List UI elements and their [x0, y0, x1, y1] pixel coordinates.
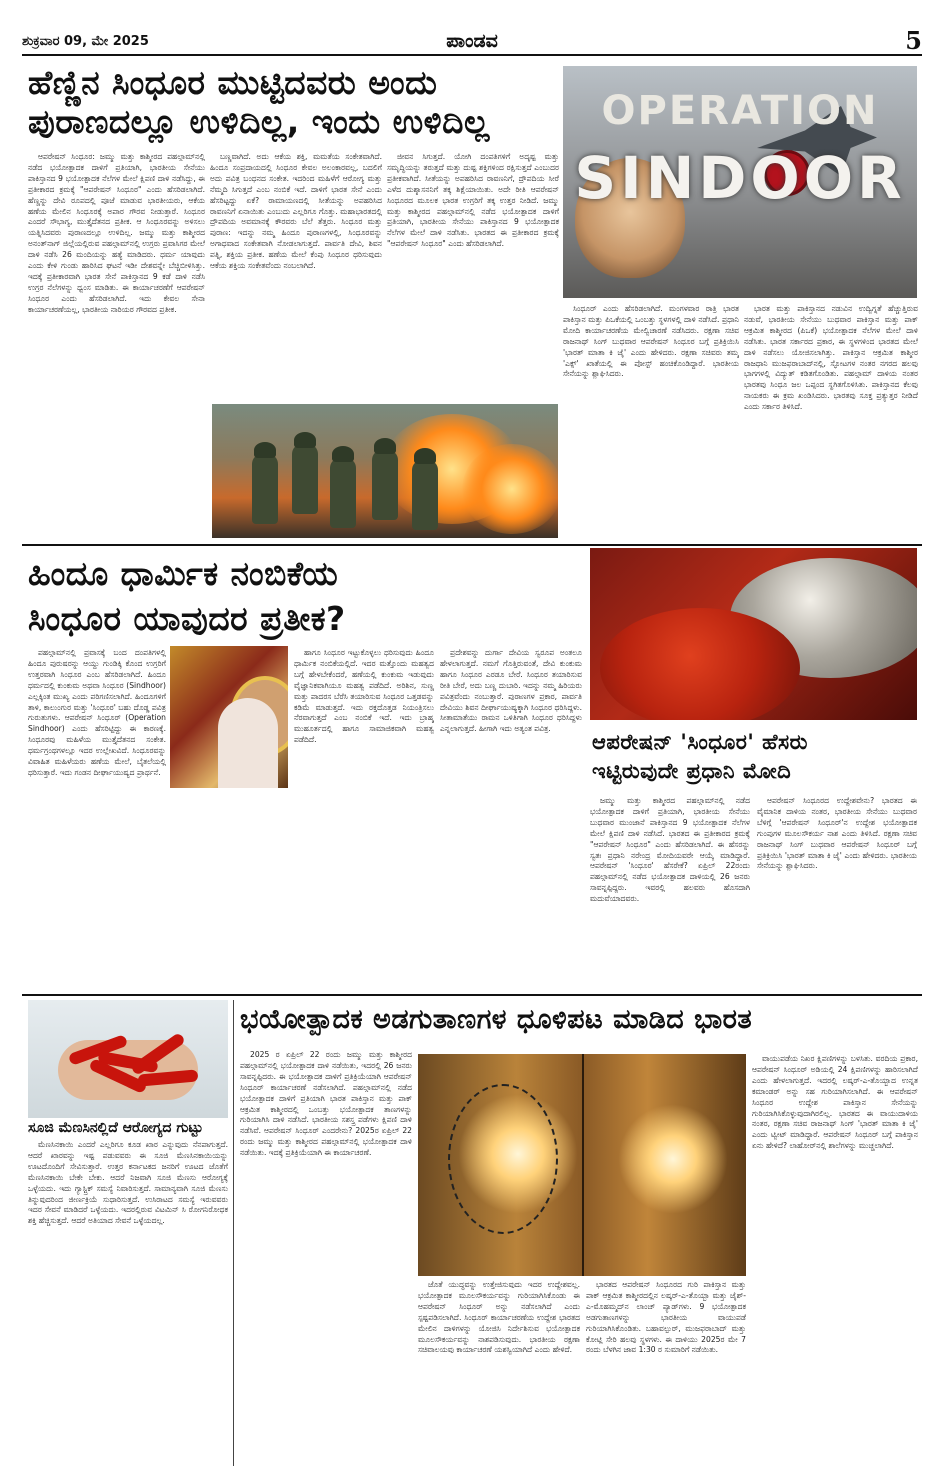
story3-column-1: ಜಮ್ಮು ಮತ್ತು ಕಾಶ್ಮೀರದ ಪಹಲ್ಗಾಮ್‌ನಲ್ಲಿ ನಡೆದ ಭಯೋತ್ಪಾದಕ ದಾಳಿಗೆ ಪ್ರತಿಯಾಗಿ, ಭಾರತೀಯ ಸೇನೆಯು ಬುಧವಾರ ಮುಂಜಾನೆ ಪಾಕಿಸ್ತಾನದ 9 ಭಯೋತ್ಪಾದಕ ನೆಲೆಗಳ ಮೇಲೆ ಕ್ಷಿಪಣಿ ದಾಳಿ ನಡೆಸಿದೆ. ಭಾರತದ ಈ ಪ್ರತೀಕಾರದ ಕ್ರಮಕ್ಕೆ "ಆಪರೇಷನ್ ಸಿಂಧೂರ" ಎಂದು ಹೆಸರಿಡಲಾಗಿದೆ. ಈ ಹೆಸರನ್ನು ಸ್ವತಃ ಪ್ರಧಾನಿ ನರೇಂದ್ರ ಮೋದಿಯವರೇ ಆಯ್ಕೆ ಮಾಡಿದ್ದಾರೆ. ಆಪರೇಷನ್ 'ಸಿಂಧೂರ' ಹೆಸರೇಕೆ? ಏಪ್ರಿಲ್ 22ರಂದು ಪಹಲ್ಗಾಮ್‌ನಲ್ಲಿ ನಡೆದ ಭಯೋತ್ಪಾದಕ ದಾಳಿಯಲ್ಲಿ 26 ಜನರು ಸಾವನ್ನಪ್ಪಿದ್ದರು. ಇವರಲ್ಲಿ ಹಲವರು ಹೊಸದಾಗಿ ಮದುವೆಯಾದವರು.: [590, 796, 750, 904]
masthead: [22, 26, 922, 56]
sindoor-powder-photo: [590, 548, 917, 720]
story1-column-3: ಜೀವನ ಸಿಗುತ್ತದೆ. ಯೋಗಿ ದಂಪತಿಗಳಿಗೆ ಅದೃಷ್ಟ ಮತ್ತು ಸಮೃದ್ಧಿಯನ್ನು ತರುತ್ತದೆ ಮತ್ತು ದುಷ್ಟ ಶಕ್ತಿಗಳಿಂದ ರಕ್ಷಿಸುತ್ತದೆ ಎಂಬುದರ ಪ್ರತೀಕವಾಗಿದೆ. ಸೀತೆಯನ್ನು ಅಪಹರಿಸಿದ ರಾವಣನಿಗೆ, ದ್ರೌಪದಿಯ ಸೀರೆ ಎಳೆದ ದುಶ್ಶಾಸನನಿಗೆ ತಕ್ಕ ಶಿಕ್ಷೆಯಾಯಿತು. ಅದೇ ರೀತಿ ಆಪರೇಷನ್ ಸಿಂಧೂರದ ಮೂಲಕ ಭಾರತ ಉಗ್ರರಿಗೆ ತಕ್ಕ ಉತ್ತರ ನೀಡಿದೆ. ಜಮ್ಮು ಮತ್ತು ಕಾಶ್ಮೀರದ ಪಹಲ್ಗಾಮ್‌ನಲ್ಲಿ ನಡೆದ ಭಯೋತ್ಪಾದಕ ದಾಳಿಗೆ ಪ್ರತಿಯಾಗಿ, ಭಾರತೀಯ ಸೇನೆಯು ಪಾಕಿಸ್ತಾನದ 9 ಭಯೋತ್ಪಾದಕ ನೆಲೆಗಳ ಮೇಲೆ ದಾಳಿ ನಡೆಸಿತು. ಭಾರತದ ಈ ಪ್ರತೀಕಾರದ ಕ್ರಮಕ್ಕೆ "ಆಪರೇಷನ್ ಸಿಂಧೂರ" ಎಂದು ಹೆಸರಿಡಲಾಗಿದೆ.: [387, 152, 559, 249]
page-number: 5: [905, 26, 922, 55]
hand-illustration: [58, 1040, 198, 1100]
woman-figure: [218, 698, 278, 788]
story4-column-1: ಮೆಣಸಿನಕಾಯಿ ಎಂದರೆ ಎಲ್ಲರಿಗೂ ಕೂಡ ಖಾರ ಎನ್ನುವುದು ನೆನಪಾಗುತ್ತದೆ. ಆದರೆ ಖಾರವನ್ನು ಇಷ್ಟ ಪಡುವವರು ಈ ಸೂಜಿ ಮೆಣಸಿನಕಾಯಿಯನ್ನು ಊಟದೊಂದಿಗೆ ಸೇವಿಸುತ್ತಾರೆ. ಉತ್ತರ ಕರ್ನಾಟಕದ ಜನರಿಗೆ ಊಟದ ಜೊತೆಗೆ ಮೆಣಸಿನಕಾಯಿ ಬೇಕೇ ಬೇಕು. ಆದರೆ ನಿಜವಾಗಿ ಸೂಜಿ ಮೆಣಸು ಆರೋಗ್ಯಕ್ಕೆ ಒಳ್ಳೆಯದು. ಇದು ಗ್ಯಾಸ್ಟ್ರಿಕ್ ಸಮಸ್ಯೆ ನಿವಾರಿಸುತ್ತದೆ. ಸಾಮಾನ್ಯವಾಗಿ ಸೂಜಿ ಮೆಣಸು ತಿನ್ನುವುದರಿಂದ ಜೀರ್ಣಕ್ರಿಯೆ ಸುಧಾರಿಸುತ್ತದೆ. ಉಸಿರಾಟದ ಸಮಸ್ಯೆ ಇರುವವರು ಇದರ ಸೇವನೆ ಮಾಡಿದರೆ ಒಳ್ಳೆಯದು. ಇದರಲ್ಲಿರುವ ವಿಟಮಿನ್ ಸಿ ರೋಗನಿರೋಧಕ ಶಕ್ತಿ ಹೆಚ್ಚಿಸುತ್ತದೆ. ಆದರೆ ಅತಿಯಾದ ಸೇವನೆ ಒಳ್ಳೆಯದಲ್ಲ.: [28, 1140, 228, 1226]
story2-column-2: ಹಾಗೂ ಸಿಂಧೂರ ಇಟ್ಟುಕೊಳ್ಳಲು ಧರಿಸುವುದು ಹಿಂದೂ ಧಾರ್ಮಿಕ ನಂಬಿಕೆಯಲ್ಲಿದೆ. ಇದರ ಮತ್ತೊಂದು ಮಹತ್ವದ ಬಗ್ಗೆ ಹೇಳಬೇಕೆಂದರೆ, ಹಣೆಯಲ್ಲಿ ಕುಂಕುಮ ಇಡುವುದು ವೈಜ್ಞಾನಿಕವಾಗಿಯೂ ಮಹತ್ವ ಪಡೆದಿದೆ. ಅರಿಶಿನ, ಸುಣ್ಣ ಮತ್ತು ಪಾದರಸ ಬೆರೆಸಿ ತಯಾರಿಸುವ ಸಿಂಧೂರ ಒತ್ತಡವನ್ನು ಕಡಿಮೆ ಮಾಡುತ್ತದೆ. ಇದು ರಕ್ತದೊತ್ತಡ ನಿಯಂತ್ರಿಸಲು ನೆರವಾಗುತ್ತದೆ ಎಂಬ ನಂಬಿಕೆ ಇದೆ. ಇದು ಬ್ರಾಹ್ಮ ಮುಹೂರ್ತದಲ್ಲಿ ಹಾಗೂ ಸಾಮಾಜಿಕವಾಗಿ ಮಹತ್ವ ಪಡೆದಿದೆ.: [294, 648, 434, 745]
story2-headline-line1: ಹಿಂದೂ ಧಾರ್ಮಿಕ ನಂಬಿಕೆಯ: [28, 554, 339, 593]
soldiers-photo: [212, 404, 558, 538]
story1-headline-line1: ಹೆಣ್ಣಿನ ಸಿಂಧೂರ ಮುಟ್ಟಿದವರು ಅಂದು: [28, 63, 438, 102]
soldier-figure: [330, 458, 356, 528]
story5-column-1: 2025 ರ ಏಪ್ರಿಲ್ 22 ರಂದು ಜಮ್ಮು ಮತ್ತು ಕಾಶ್ಮೀರದ ಪಹಲ್ಗಾಮ್‌ನಲ್ಲಿ ಭಯೋತ್ಪಾದಕ ದಾಳಿ ನಡೆಯಿತು, ಇದರಲ್ಲಿ 26 ಜನರು ಸಾವನ್ನಪ್ಪಿದರು. ಈ ಭಯೋತ್ಪಾದಕ ದಾಳಿಗೆ ಪ್ರತಿಕ್ರಿಯೆಯಾಗಿ ಆಪರೇಷನ್ ಸಿಂಧೂರ್ ಕಾರ್ಯಾಚರಣೆ ನಡೆಸಲಾಗಿದೆ. ಪಹಲ್ಗಾಮ್‌ನಲ್ಲಿ ನಡೆದ ಭಯೋತ್ಪಾದಕ ದಾಳಿಗೆ ಪ್ರತಿಯಾಗಿ ಭಾರತ ಪಾಕಿಸ್ತಾನ ಮತ್ತು ಪಾಕ್ ಆಕ್ರಮಿತ ಕಾಶ್ಮೀರದಲ್ಲಿ ಒಂಬತ್ತು ಭಯೋತ್ಪಾದಕ ತಾಣಗಳನ್ನು ಗುರಿಯಾಗಿಸಿ ದಾಳಿ ನಡೆಸಿದೆ. ಭಾರತೀಯ ಸಶಸ್ತ್ರ ಪಡೆಗಳು ಕ್ಷಿಪಣಿ ದಾಳಿ ನಡೆಸಿವೆ. ಆಪರೇಷನ್ ಸಿಂಧೂರ್ ಎಂದರೇನು? 2025ರ ಏಪ್ರಿಲ್ 22 ರಂದು ಜಮ್ಮು ಮತ್ತು ಕಾಶ್ಮೀರದ ಪಹಲ್ಗಾಮ್‌ನಲ್ಲಿ ಭಯೋತ್ಪಾದಕ ದಾಳಿ ನಡೆಯಿತು. ಇದಕ್ಕೆ ಪ್ರತಿಕ್ರಿಯೆಯಾಗಿ ಈ ಕಾರ್ಯಾಚರಣೆ.: [240, 1050, 412, 1158]
story5-headline: ಭಯೋತ್ಪಾದಕ ಅಡಗುತಾಣಗಳ ಧೂಳಿಪಟ ಮಾಡಿದ ಭಾರತ: [240, 1004, 753, 1035]
story4-headline: ಸೂಜಿ ಮೆಣಸಿನಲ್ಲಿದೆ ಆರೋಗ್ಯದ ಗುಟ್ಟು: [28, 1120, 203, 1136]
soldier-figure: [292, 444, 318, 514]
story1-column-2: ಬಣ್ಣವಾಗಿದೆ. ಅದು ಆಕೆಯ ಶಕ್ತಿ, ಮಮತೆಯ ಸಂಕೇತವಾಗಿದೆ. ಹಿಂದೂ ಸಂಪ್ರದಾಯದಲ್ಲಿ ಸಿಂಧೂರ ಕೇವಲ ಅಲಂಕಾರವಲ್ಲ, ಬದಲಿಗೆ ಅದು ಪವಿತ್ರ ಬಂಧನದ ಸಂಕೇತ. ಇದರಿಂದ ಮಹಿಳೆಗೆ ಆರೋಗ್ಯ ಮತ್ತು ನೆಮ್ಮದಿ ಸಿಗುತ್ತದೆ ಎಂಬ ನಂಬಿಕೆ ಇದೆ. ದಾಳಿಗೆ ಭಾರತ ಸೇನೆ ಎಂದು ಹೆಸರಿಟ್ಟದ್ದು ಏಕೆ? ರಾಮಾಯಣದಲ್ಲಿ ಸೀತೆಯನ್ನು ಅಪಹರಿಸಿದ ರಾವಣನಿಗೆ ಏನಾಯಿತು ಎಂಬುದು ಎಲ್ಲರಿಗೂ ಗೊತ್ತು. ಮಹಾಭಾರತದಲ್ಲಿ ದ್ರೌಪದಿಯ ಅವಮಾನಕ್ಕೆ ಕೌರವರು ಬೆಲೆ ತೆತ್ತರು. ಸಿಂಧೂರ ಮತ್ತು ಪುರಾಣ: ಇದನ್ನು ನಮ್ಮ ಹಿಂದೂ ಪುರಾಣಗಳಲ್ಲಿ, ಸಿಂಧೂರವನ್ನು ಅಗಾಧವಾದ ಸಂಕೇತವಾಗಿ ನೋಡಲಾಗುತ್ತದೆ. ಪಾರ್ವತಿ ದೇವಿ, ಶಿವನ ಪತ್ನಿ, ಶಕ್ತಿಯ ಪ್ರತೀಕ. ಹಣೆಯ ಮೇಲೆ ಕೆಂಪು ಸಿಂಧೂರ ಧರಿಸುವುದು ಆಕೆಯ ಶಕ್ತಿಯ ಸಂಕೇತವೆಂದು ನಂಬಲಾಗಿದೆ.: [210, 152, 382, 271]
story5-column-3: ಭಾರತದ ಆಪರೇಷನ್ ಸಿಂಧೂರದ ಗುರಿ ಪಾಕಿಸ್ತಾನ ಮತ್ತು ಪಾಕ್ ಆಕ್ರಮಿತ ಕಾಶ್ಮೀರದಲ್ಲಿನ ಲಷ್ಕರ್-ಎ-ತೊಯ್ಬಾ ಮತ್ತು ಜೈಶ್-ಎ-ಮೊಹಮ್ಮದ್‌ನ ಲಾಂಚ್ ಪ್ಯಾಡ್‌ಗಳು. 9 ಭಯೋತ್ಪಾದಕ ಅಡಗುತಾಣಗಳನ್ನು ಭಾರತೀಯ ವಾಯುಪಡೆ ಗುರಿಯಾಗಿಸಿಕೊಂಡಿತು. ಬಹಾವಲ್ಪುರ್, ಮುಜಫರಾಬಾದ್ ಮತ್ತು ಕೋಟ್ಲಿ ಸೇರಿ ಹಲವು ಸ್ಥಳಗಳು. ಈ ದಾಳಿಯು 2025ರ ಮೇ 7 ರಂದು ಬೆಳಗಿನ ಜಾವ 1:30 ರ ಸುಮಾರಿಗೆ ನಡೆಯಿತು.: [586, 1280, 746, 1355]
operation-sindoor-image: [563, 66, 917, 298]
paper-name: ಪಾಂಡವ: [446, 30, 498, 52]
target-circle-icon: [448, 1084, 558, 1234]
operation-label: OPERATION: [601, 88, 879, 134]
story2-column-1: ಪಹಲ್ಗಾಮ್‌ನಲ್ಲಿ ಪ್ರವಾಸಕ್ಕೆ ಬಂದ ದಂಪತಿಗಳಲ್ಲಿ ಹಿಂದೂ ಪುರುಷರನ್ನು ಆಯ್ದು ಗುಂಡಿಕ್ಕಿ ಕೊಂದ ಉಗ್ರರಿಗೆ ಉತ್ತರವಾಗಿ ಸಿಂಧೂರ ಎಂಬ ಹೆಸರಿಡಲಾಗಿದೆ. ಹಿಂದೂ ಧರ್ಮದಲ್ಲಿ ಕುಂಕುಮ ಅಥವಾ ಸಿಂಧೂರ (Sindhoor) ಎಲ್ಲಕ್ಕಿಂತ ಮುಖ್ಯ ಎಂದು ಪರಿಗಣಿಸಲಾಗಿದೆ. ಹಿಂದೂಗಳಿಗೆ ತಾಳಿ, ಕಾಲುಂಗುರ ಮತ್ತು 'ಸಿಂಧೂರ' ಬಹು ದೊಡ್ಡ ಪವಿತ್ರ ಗುರುತುಗಳು. ಆಪರೇಷನ್ ಸಿಂಧೂರ್ (Operation Sindhoor) ಎಂದು ಹೆಸರಿಟ್ಟಿದ್ದು ಈ ಕಾರಣಕ್ಕೆ. ಸಿಂಧೂರವು ಮಹಿಳೆಯ ಮುತ್ತೈದೆತನದ ಸಂಕೇತ. ಧರ್ಮಗ್ರಂಥಗಳಲ್ಲೂ ಇದರ ಉಲ್ಲೇಖವಿದೆ. ಸಿಂಧೂರವನ್ನು ವಿವಾಹಿತ ಮಹಿಳೆಯರು ಹಣೆಯ ಮೇಲೆ, ಬೈತಲೆಯಲ್ಲಿ ಧರಿಸುತ್ತಾರೆ. ಇದು ಗಂಡನ ದೀರ್ಘಾಯುಷ್ಯದ ಪ್ರಾರ್ಥನೆ.: [28, 648, 166, 777]
story2-column-3: ಪ್ರದೇಶವನ್ನು ದುರ್ಗಾ ದೇವಿಯ ಸ್ವರೂಪ ಅಂತಲೂ ಹೇಳಲಾಗುತ್ತದೆ. ನಮಗೆ ಗೊತ್ತಿರುವಂತೆ, ದೇವಿ ಕುಂಕುಮ ಹಾಗೂ ಸಿಂಧೂರ ಎರಡೂ ಬೇರೆ. ಸಿಂಧೂರ ತಯಾರಿಸುವ ರೀತಿ ಬೇರೆ, ಅದು ಬಣ್ಣ ದುಬಾರಿ. ಇದನ್ನು ನಮ್ಮ ಹಿರಿಯರು ಪವಿತ್ರವೆಂದು ನಂಬುತ್ತಾರೆ. ಪುರಾಣಗಳ ಪ್ರಕಾರ, ಪಾರ್ವತಿ ದೇವಿಯು ಶಿವನ ದೀರ್ಘಾಯುಷ್ಯಕ್ಕಾಗಿ ಸಿಂಧೂರ ಧರಿಸಿದ್ದಳು. ಸೀತಾಮಾತೆಯು ರಾಮನ ಒಳಿತಿಗಾಗಿ ಸಿಂಧೂರ ಧರಿಸಿದ್ದಳು ಎನ್ನಲಾಗುತ್ತದೆ. ಹೀಗಾಗಿ ಇದು ಅತ್ಯಂತ ಪವಿತ್ರ.: [440, 648, 582, 734]
soldier-figure: [372, 450, 398, 520]
explosion-photo: [418, 1054, 746, 1276]
deity-worship-photo: [170, 646, 288, 788]
story3-column-2: ಆಪರೇಷನ್ ಸಿಂಧೂರದ ಉದ್ದೇಶವೇನು? ಭಾರತದ ಈ ವೈಮಾನಿಕ ದಾಳಿಯ ನಂತರ, ಭಾರತೀಯ ಸೇನೆಯು ಬುಧವಾರ ಬೆಳಿಗ್ಗೆ 'ಆಪರೇಷನ್ ಸಿಂಧೂರ್'ನ ಉದ್ದೇಶ ಭಯೋತ್ಪಾದಕ ಗುಂಪುಗಳ ಮೂಲಸೌಕರ್ಯ ನಾಶ ಎಂದು ತಿಳಿಸಿದೆ. ರಕ್ಷಣಾ ಸಚಿವ ರಾಜನಾಥ್ ಸಿಂಗ್ ಬುಧವಾರ ಆಪರೇಷನ್ ಸಿಂಧೂರ್ ಬಗ್ಗೆ ಪ್ರತಿಕ್ರಿಯಿಸಿ 'ಭಾರತ್ ಮಾತಾ ಕಿ ಜೈ' ಎಂದು ಹೇಳಿದರು. ಭಾರತೀಯ ಸೇನೆಯನ್ನು ಶ್ಲಾಘಿಸಿದರು.: [757, 796, 917, 871]
story1-column-4: ಸಿಂಧೂರ್ ಎಂದು ಹೆಸರಿಡಲಾಗಿದೆ. ಮಂಗಳವಾರ ರಾತ್ರಿ ಭಾರತ ಪಾಕಿಸ್ತಾನ ಮತ್ತು ಪಿಒಕೆಯಲ್ಲಿ ಒಂಬತ್ತು ಸ್ಥಳಗಳಲ್ಲಿ ದಾಳಿ ನಡೆಸಿದೆ. ಪ್ರಧಾನಿ ಮೋದಿ ಕಾರ್ಯಾಚರಣೆಯ ಮೇಲ್ವಿಚಾರಣೆ ನಡೆಸಿದರು. ರಕ್ಷಣಾ ಸಚಿವ ರಾಜನಾಥ್ ಸಿಂಗ್ ಬುಧವಾರ ಆಪರೇಷನ್ ಸಿಂಧೂರ ಬಗ್ಗೆ ಪ್ರತಿಕ್ರಿಯಿಸಿ 'ಭಾರತ್ ಮಾತಾ ಕಿ ಜೈ' ಎಂದು ಹೇಳಿದರು. ರಕ್ಷಣಾ ಸಚಿವರು ತಮ್ಮ 'ಎಕ್ಸ್' ಖಾತೆಯಲ್ಲಿ ಈ ಪೋಸ್ಟ್ ಹಂಚಿಕೊಂಡಿದ್ದಾರೆ. ಭಾರತೀಯ ಸೇನೆಯನ್ನು ಶ್ಲಾಘಿಸಿದರು.: [563, 304, 739, 379]
story1-headline: [28, 64, 558, 142]
story5-column-4: ವಾಯುಪಡೆಯ ನಿಖರ ಕ್ಷಿಪಣಿಗಳನ್ನು ಬಳಸಿತು. ವರದಿಯ ಪ್ರಕಾರ, ಆಪರೇಷನ್ ಸಿಂಧೂರ್ ಅಡಿಯಲ್ಲಿ 24 ಕ್ಷಿಪಣಿಗಳನ್ನು ಹಾರಿಸಲಾಗಿದೆ ಎಂದು ಹೇಳಲಾಗುತ್ತದೆ. ಇದರಲ್ಲಿ ಲಷ್ಕರ್-ಎ-ತೊಯ್ಬಾದ ಉನ್ನತ ಕಮಾಂಡರ್ ಅನ್ನು ಸಹ ಗುರಿಯಾಗಿಸಲಾಗಿದೆ. ಈ ಆಪರೇಷನ್ ಸಿಂಧೂರ ಉದ್ದೇಶ ಪಾಕಿಸ್ತಾನ ಸೇನೆಯನ್ನು ಗುರಿಯಾಗಿಸಿಕೊಳ್ಳುವುದಾಗಿರಲಿಲ್ಲ. ಭಾರತದ ಈ ವಾಯುದಾಳಿಯ ನಂತರ, ರಕ್ಷಣಾ ಸಚಿವ ರಾಜನಾಥ್ ಸಿಂಗ್ 'ಭಾರತ್ ಮಾತಾ ಕಿ ಜೈ' ಎಂದು ಟ್ವೀಟ್ ಮಾಡಿದ್ದಾರೆ. ಆಪರೇಷನ್ ಸಿಂಧೂರ್ ಬಗ್ಗೆ ಪಾಕಿಸ್ತಾನ ಏನು ಹೇಳಿದೆ? ಲಾಹೋರ್‌ನಲ್ಲಿ ಶಾಲೆಗಳನ್ನು ಮುಚ್ಚಲಾಗಿದೆ.: [752, 1054, 918, 1151]
column-rule: [233, 1000, 234, 1466]
story2-headline-line2: ಸಿಂಧೂರ ಯಾವುದರ ಪ್ರತೀಕ?: [28, 598, 346, 638]
story1-headline-line2: ಪುರಾಣದಲ್ಲೂ ಉಳಿದಿಲ್ಲ, ಇಂದು ಉಳಿದಿಲ್ಲ: [28, 101, 490, 141]
sindoor-label: SINDOOR: [574, 144, 906, 212]
section-divider: [22, 544, 922, 546]
story3-headline-line1: ಆಪರೇಷನ್ 'ಸಿಂಧೂರ' ಹೆಸರು: [592, 730, 808, 754]
soldier-figure: [412, 460, 438, 530]
issue-date: ಶುಕ್ರವಾರ 09, ಮೇ 2025: [22, 34, 149, 49]
story2-headline: [28, 552, 583, 641]
chilli-photo: [28, 1000, 228, 1118]
story3-headline-line2: ಇಟ್ಟಿರುವುದೇ ಪ್ರಧಾನಿ ಮೋದಿ: [592, 759, 792, 784]
section-divider: [22, 994, 922, 996]
explosion-glow: [618, 1104, 728, 1214]
story1-column-5: ಭಾರತ ಮತ್ತು ಪಾಕಿಸ್ತಾನದ ನಡುವಿನ ಉದ್ವಿಗ್ನತೆ ಹೆಚ್ಚುತ್ತಿರುವ ನಡುವೆ, ಭಾರತೀಯ ಸೇನೆಯು ಬುಧವಾರ ಪಾಕಿಸ್ತಾನ ಮತ್ತು ಪಾಕ್ ಆಕ್ರಮಿತ ಕಾಶ್ಮೀರದ (ಪಿಒಕೆ) ಭಯೋತ್ಪಾದಕ ನೆಲೆಗಳ ಮೇಲೆ ದಾಳಿ ನಡೆಸಿತು. ಭಾರತ ಸರ್ಕಾರದ ಪ್ರಕಾರ, ಈ ಸ್ಥಳಗಳಿಂದ ಭಾರತದ ಮೇಲೆ ದಾಳಿ ನಡೆಸಲು ಯೋಜಿಸಲಾಗಿತ್ತು. ಪಾಕಿಸ್ತಾನ ಆಕ್ರಮಿತ ಕಾಶ್ಮೀರ ರಾಜಧಾನಿ ಮುಜಫರಾಬಾದ್‌ನಲ್ಲಿ, ಸ್ಫೋಟಗಳ ನಂತರ ನಗರದ ಹಲವು ಭಾಗಗಳಲ್ಲಿ ವಿದ್ಯುತ್ ಕಡಿತಗೊಂಡಿತು. ಪಹಲ್ಗಾಮ್ ದಾಳಿಯ ನಂತರ ಭಾರತವು ಸಿಂಧೂ ಜಲ ಒಪ್ಪಂದ ಸ್ಥಗಿತಗೊಳಿಸಿತು. ಪಾಕಿಸ್ತಾನದ ಕೆಲವು ನಾಯಕರು ಈ ಕ್ರಮ ಖಂಡಿಸಿದರು. ಭಾರತವು ಸೂಕ್ತ ಪ್ರತ್ಯುತ್ತರ ನೀಡಿದೆ ಎಂದು ಸರ್ಕಾರ ತಿಳಿಸಿದೆ.: [744, 304, 918, 412]
story5-column-2: ಜೊತೆ ಯುದ್ಧವನ್ನು ಉತ್ತೇಜಿಸುವುದು ಇದರ ಉದ್ದೇಶವಲ್ಲ. ಭಯೋತ್ಪಾದಕ ಮೂಲಸೌಕರ್ಯವನ್ನು ಗುರಿಯಾಗಿಸಿಕೊಂಡು ಈ ಆಪರೇಷನ್ ಸಿಂಧೂರ್ ಅನ್ನು ನಡೆಸಲಾಗಿದೆ ಎಂದು ಸ್ಪಷ್ಟಪಡಿಸಲಾಗಿದೆ. ಸಿಂಧೂರ್ ಕಾರ್ಯಾಚರಣೆಯ ಉದ್ದೇಶ ಭಾರತದ ಮೇಲಿನ ದಾಳಿಗಳನ್ನು ಯೋಜಿಸಿ ನಿರ್ದೇಶಿಸುವ ಭಯೋತ್ಪಾದಕ ಮೂಲಸೌಕರ್ಯವನ್ನು ನಾಶಪಡಿಸುವುದು. ಭಾರತೀಯ ರಕ್ಷಣಾ ಸಚಿವಾಲಯವು ಕಾರ್ಯಾಚರಣೆ ಯಶಸ್ವಿಯಾಗಿದೆ ಎಂದು ಹೇಳಿದೆ.: [418, 1280, 580, 1355]
soldier-figure: [252, 454, 278, 524]
sindoor-powder-illustration: [600, 608, 800, 720]
story3-headline: [592, 728, 917, 787]
story1-column-1: ಆಪರೇಷನ್ ಸಿಂಧೂರ: ಜಮ್ಮು ಮತ್ತು ಕಾಶ್ಮೀರದ ಪಹಲ್ಗಾಮ್‌ನಲ್ಲಿ ನಡೆದ ಭಯೋತ್ಪಾದಕ ದಾಳಿಗೆ ಪ್ರತಿಯಾಗಿ, ಭಾರತೀಯ ಸೇನೆಯು ಪಾಕಿಸ್ತಾನದ 9 ಭಯೋತ್ಪಾದಕ ನೆಲೆಗಳ ಮೇಲೆ ಕ್ಷಿಪಣಿ ದಾಳಿ ನಡೆಸಿದ್ದು, ಈ ಪ್ರತೀಕಾರದ ಕ್ರಮಕ್ಕೆ "ಆಪರೇಷನ್ ಸಿಂಧೂರ" ಎಂದು ಹೆಸರಿಡಲಾಗಿದೆ. ಹೆಣ್ಣನ್ನು ದೇವಿ ರೂಪದಲ್ಲಿ ಪೂಜೆ ಮಾಡುವ ಭಾರತೀಯರು, ಆಕೆಯ ಹಣೆಯ ಮೇಲಿನ ಸಿಂಧೂರಕ್ಕೆ ಅಪಾರ ಗೌರವ ನೀಡುತ್ತಾರೆ. ಸಿಂಧೂರ ಎಂದರೆ ಸೌಭಾಗ್ಯ, ಮುತ್ತೈದೆತನದ ಪ್ರತೀಕ. ಆ ಸಿಂಧೂರವನ್ನು ಅಳಿಸಲು ಯತ್ನಿಸಿದವರು ಪುರಾಣದಲ್ಲೂ ಉಳಿದಿಲ್ಲ. ಜಮ್ಮು ಮತ್ತು ಕಾಶ್ಮೀರದ ಅನಂತ್‌ನಾಗ್ ಜಿಲ್ಲೆಯಲ್ಲಿರುವ ಪಹಲ್ಗಾಮ್‌ನಲ್ಲಿ ಉಗ್ರರು ಪ್ರವಾಸಿಗರ ಮೇಲೆ ದಾಳಿ ನಡೆಸಿ 26 ಮಂದಿಯನ್ನು ಹತ್ಯೆ ಮಾಡಿದರು. ಧರ್ಮ ಯಾವುದು ಎಂದು ಕೇಳಿ ಗುಂಡು ಹಾರಿಸಿದ ಘಟನೆ ಇಡೀ ದೇಶವನ್ನೇ ಬೆಚ್ಚಿಬೀಳಿಸಿತ್ತು. ಇದಕ್ಕೆ ಪ್ರತೀಕಾರವಾಗಿ ಭಾರತ ಸೇನೆ ಪಾಕಿಸ್ತಾನದ 9 ಕಡೆ ದಾಳಿ ನಡೆಸಿ ಉಗ್ರರ ನೆಲೆಗಳನ್ನು ಧ್ವಂಸ ಮಾಡಿತು. ಈ ಕಾರ್ಯಾಚರಣೆಗೆ ಆಪರೇಷನ್ ಸಿಂಧೂರ ಎಂದು ಹೆಸರಿಡಲಾಗಿದೆ. ಇದು ಕೇವಲ ಸೇನಾ ಕಾರ್ಯಾಚರಣೆಯಲ್ಲ, ಭಾರತೀಯ ನಾರಿಯರ ಗೌರವದ ಪ್ರತೀಕ.: [28, 152, 205, 314]
